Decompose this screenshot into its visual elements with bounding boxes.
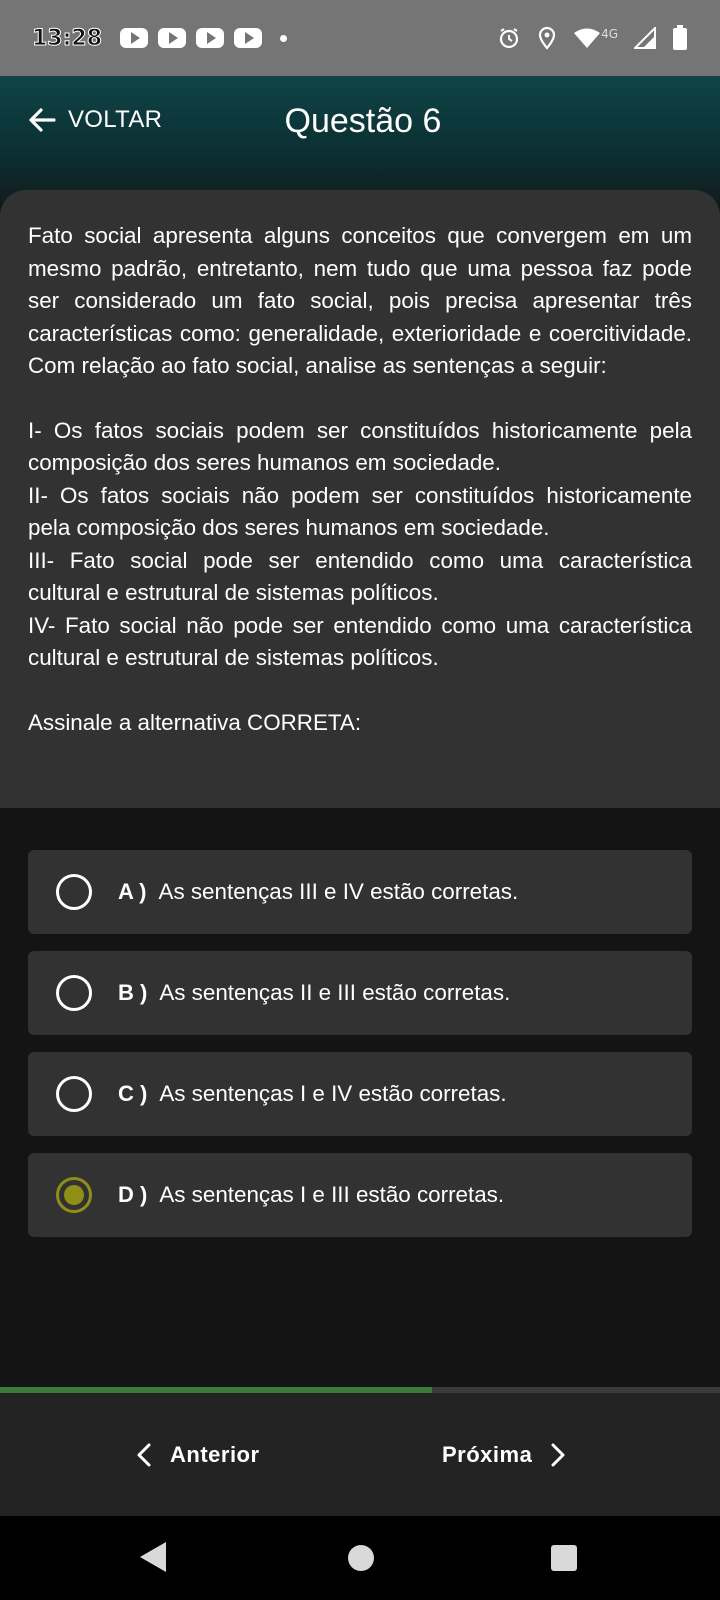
chevron-right-icon bbox=[550, 1442, 566, 1468]
option-text: As sentenças I e III estão corretas. bbox=[159, 1182, 505, 1207]
youtube-icon bbox=[158, 28, 186, 48]
notification-dot-icon bbox=[280, 35, 287, 42]
youtube-icon bbox=[196, 28, 224, 48]
option-b[interactable] bbox=[28, 951, 692, 1035]
previous-button[interactable] bbox=[136, 1393, 260, 1516]
system-home-icon[interactable] bbox=[348, 1545, 374, 1571]
status-time: 13:28 bbox=[32, 25, 103, 51]
option-d[interactable] bbox=[28, 1153, 692, 1237]
chevron-left-icon bbox=[136, 1442, 152, 1468]
battery-icon bbox=[672, 25, 688, 51]
statement-2: II- Os fatos sociais não podem ser constituídos historicamente pela composição dos seres humanos em sociedade. bbox=[28, 482, 692, 540]
statement-4: IV- Fato social não pode ser entendido como uma característica cultural e estrutural de sistemas políticos. bbox=[28, 612, 692, 670]
system-nav-bar bbox=[0, 1516, 720, 1600]
spacer bbox=[28, 383, 692, 415]
status-bar bbox=[0, 0, 720, 76]
option-letter: D ) bbox=[118, 1182, 148, 1207]
option-a[interactable] bbox=[28, 850, 692, 934]
statement-3: III- Fato social pode ser entendido como uma característica cultural e estrutural de sistemas políticos. bbox=[28, 547, 692, 605]
question-card bbox=[0, 190, 720, 808]
question-prompt: Assinale a alternativa CORRETA: bbox=[28, 709, 362, 735]
radio-button-b[interactable] bbox=[56, 975, 92, 1011]
radio-button-a[interactable] bbox=[56, 874, 92, 910]
next-button[interactable] bbox=[442, 1393, 566, 1516]
radio-button-d[interactable] bbox=[56, 1177, 92, 1213]
status-icons bbox=[497, 25, 688, 51]
alarm-icon bbox=[497, 26, 521, 50]
system-recents-icon[interactable] bbox=[551, 1545, 577, 1571]
option-text: As sentenças III e IV estão corretas. bbox=[158, 879, 519, 904]
option-letter: C ) bbox=[118, 1081, 148, 1106]
network-type-label: 4G bbox=[601, 27, 618, 41]
option-c[interactable] bbox=[28, 1052, 692, 1136]
youtube-icon bbox=[120, 28, 148, 48]
next-label: Próxima bbox=[442, 1441, 533, 1467]
answer-options bbox=[28, 850, 692, 1254]
question-intro: Fato social apresenta alguns conceitos que convergem em um mesmo padrão, entretanto, nem tudo que uma pessoa faz pode ser considerado um fato social, pois precisa apresentar três características como: generalidade, exterioridade e coercitividade. Com relação ao fato social, analise as sentenças a seguir: bbox=[28, 223, 692, 378]
option-text: As sentenças II e III estão corretas. bbox=[159, 980, 511, 1005]
wifi-icon bbox=[573, 27, 601, 49]
option-text: As sentenças I e IV estão corretas. bbox=[159, 1081, 507, 1106]
location-icon bbox=[537, 26, 557, 50]
system-back-icon[interactable] bbox=[140, 1542, 166, 1572]
previous-label: Anterior bbox=[170, 1441, 260, 1467]
youtube-icon bbox=[234, 28, 262, 48]
radio-button-c[interactable] bbox=[56, 1076, 92, 1112]
back-label: VOLTAR bbox=[68, 106, 163, 133]
header bbox=[0, 76, 720, 206]
option-letter: A ) bbox=[118, 879, 147, 904]
signal-icon bbox=[634, 27, 656, 49]
statement-1: I- Os fatos sociais podem ser constituídos historicamente pela composição dos seres humanos em sociedade. bbox=[28, 417, 692, 475]
option-letter: B ) bbox=[118, 980, 148, 1005]
bottom-nav bbox=[0, 1393, 720, 1516]
page-title: Questão 6 bbox=[284, 102, 442, 140]
